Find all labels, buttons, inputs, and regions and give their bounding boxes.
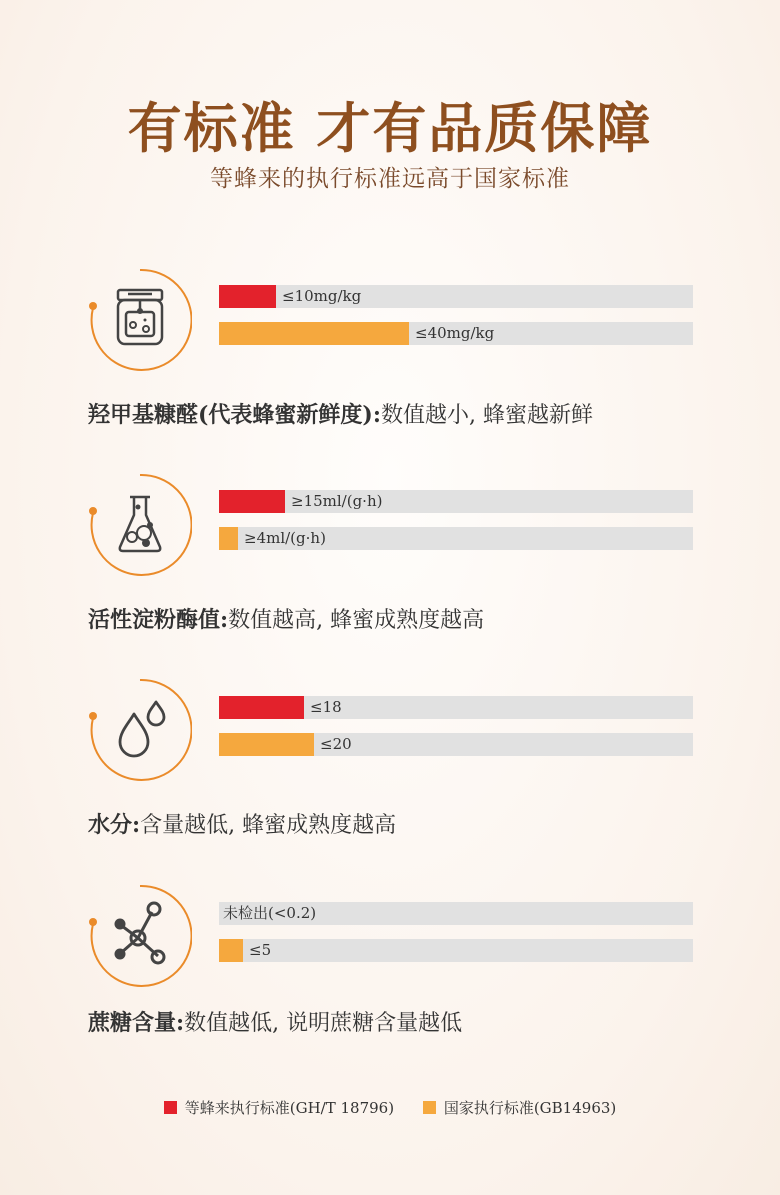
legend-label: 等蜂来执行标准(GH/T 18796) bbox=[184, 1099, 395, 1117]
bar-company-hmf bbox=[219, 285, 276, 308]
standard-section-hmf bbox=[0, 268, 780, 458]
legend-item-company bbox=[164, 1097, 394, 1118]
bar-label-national-moisture: ≤20 bbox=[320, 735, 352, 753]
molecule-icon bbox=[88, 884, 192, 988]
metric-note: 数值越高, 蜂蜜成熟度越高 bbox=[228, 608, 485, 633]
water-drops-icon bbox=[88, 678, 192, 782]
bar-national-moisture bbox=[219, 733, 314, 756]
bar-company-moisture bbox=[219, 696, 304, 719]
metric-note: 数值越小, 蜂蜜越新鲜 bbox=[380, 403, 593, 428]
bar-national-amylase bbox=[219, 527, 238, 550]
bar-track bbox=[219, 285, 693, 308]
metric-name: 水分: bbox=[88, 812, 141, 838]
page-subtitle: 等蜂来的执行标准远高于国家标准 bbox=[210, 166, 570, 192]
bar-label-company-sucrose: 未检出(<0.2) bbox=[223, 904, 317, 922]
metric-name: 羟甲基糠醛(代表蜂蜜新鲜度): bbox=[88, 402, 381, 428]
honey-jar-icon bbox=[88, 268, 192, 372]
metric-note: 含量越低, 蜂蜜成熟度越高 bbox=[140, 813, 397, 838]
bar-track bbox=[219, 322, 693, 345]
metric-name: 活性淀粉酶值: bbox=[88, 607, 229, 633]
standard-section-moisture bbox=[0, 678, 780, 868]
bar-track bbox=[219, 733, 693, 756]
metric-name: 蔗糖含量: bbox=[88, 1010, 185, 1036]
chart-legend bbox=[0, 1097, 780, 1118]
bar-label-national-hmf: ≤40mg/kg bbox=[415, 324, 495, 342]
standard-section-sucrose bbox=[0, 884, 780, 1074]
flask-icon bbox=[88, 473, 192, 577]
bar-label-company-moisture: ≤18 bbox=[310, 698, 342, 716]
standard-section-amylase bbox=[0, 473, 780, 663]
page-title: 有标准 才有品质保障 bbox=[127, 96, 653, 160]
bar-company-amylase bbox=[219, 490, 285, 513]
bar-track bbox=[219, 490, 693, 513]
bar-label-national-sucrose: ≤5 bbox=[249, 941, 272, 959]
bar-label-national-amylase: ≥4ml/(g·h) bbox=[244, 529, 326, 547]
bar-label-company-hmf: ≤10mg/kg bbox=[282, 287, 362, 305]
bar-track bbox=[219, 696, 693, 719]
section-description bbox=[88, 398, 593, 429]
bar-track bbox=[219, 939, 693, 962]
bar-national-hmf bbox=[219, 322, 409, 345]
bar-label-company-amylase: ≥15ml/(g·h) bbox=[291, 492, 383, 510]
section-description bbox=[88, 1006, 462, 1037]
legend-swatch-red bbox=[164, 1101, 177, 1114]
bar-track bbox=[219, 527, 693, 550]
legend-item-national bbox=[423, 1097, 616, 1118]
bar-track bbox=[219, 902, 693, 925]
section-description bbox=[88, 603, 484, 634]
bar-national-sucrose bbox=[219, 939, 243, 962]
legend-label: 国家执行标准(GB14963) bbox=[443, 1099, 617, 1117]
metric-note: 数值越低, 说明蔗糖含量越低 bbox=[184, 1011, 463, 1036]
section-description bbox=[88, 808, 396, 839]
legend-swatch-orange bbox=[423, 1101, 436, 1114]
